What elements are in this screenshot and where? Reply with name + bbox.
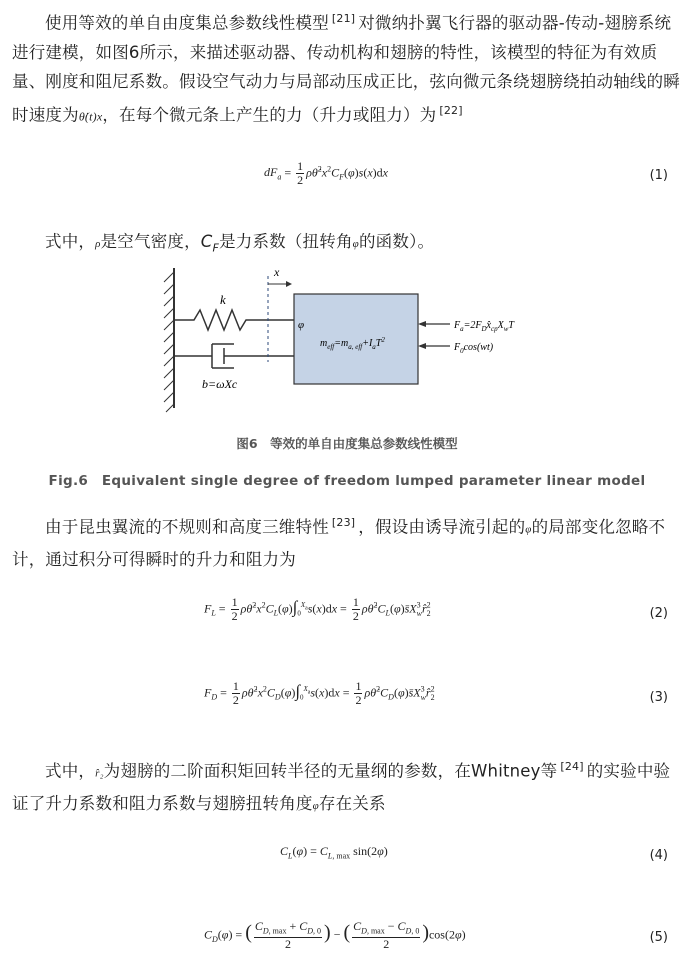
symbol: φ xyxy=(352,238,359,250)
paragraph-1 xyxy=(12,4,684,131)
text: 使用等效的单自由度集总参数线性模型 xyxy=(45,13,329,33)
figure-caption-en: Fig.6 Equivalent single degree of freedom lumped parameter linear model xyxy=(48,473,646,489)
text: ，在每个微元条上产生的力（升力或阻力）为 xyxy=(102,105,437,124)
equation-5: $C_D(\varphi)$ = ( $\frac{C_{D, max} + C_{D, 0}}{2}$ ) − ( $\frac{C_{D, max} - C_{D, 0}}{2}$ )cos(2φ) (5) xyxy=(204,919,668,952)
text: 对微纳扑翼飞行器的驱动器-传动-翅膀系统进行建模，如图6所示，来描述驱动器、传动机构和翅膀的特性，该模型的特征为有效质量、刚度和阻尼系数。假设空气动力与局部动压成正比，弦向微元条绕翅膀绕拍动轴线的瞬时速度为 xyxy=(12,13,680,124)
equation-number: (5) xyxy=(649,930,668,945)
equation-number: (4) xyxy=(649,848,668,863)
text: 的实验中验证了升力系数和阻力系数与翅膀扭转角度 xyxy=(12,761,671,813)
x-label: x xyxy=(274,265,280,279)
eq1-lhs: $dF_a$ xyxy=(264,165,282,182)
paragraph-3 xyxy=(12,508,684,574)
citation: [24] xyxy=(560,760,584,773)
text: 式中， xyxy=(45,761,96,781)
damper-label: b=ωXc xyxy=(202,377,238,391)
citation: [23] xyxy=(331,516,356,529)
text: 由于昆虫翼流的不规则和高度三维特性 xyxy=(45,517,329,537)
symbol: ρ xyxy=(95,238,101,250)
text: 存在关系 xyxy=(318,793,386,813)
equation-4: $C_L(\varphi) = C_{L, max}$ sin(2φ) (4) xyxy=(280,844,668,863)
text: 是空气密度， xyxy=(100,232,201,251)
figure-caption-cn: 图6 等效的单自由度集总参数线性模型 xyxy=(236,436,458,451)
symbol: r̂₂ xyxy=(95,767,104,780)
symbol: φ xyxy=(525,523,532,536)
damper xyxy=(174,344,294,368)
force-arrowhead-2 xyxy=(418,343,426,349)
symbol: θ̇(t)x xyxy=(78,109,103,123)
equation-2: $F_L$ = $\frac{1}{2}$ $\rho\thetȧ^2x^2C_L(\varphi)\int_0^{X_a}s(x)dx$ = $\frac{1}{2}$ $\rho\thetȧ^2C_L(\varphi)s̄X^3_wr̂^2_2$ (2) xyxy=(204,595,668,623)
equation-number: (1) xyxy=(649,168,668,183)
text: 是力系数（扭转角 xyxy=(219,232,353,251)
mass-block xyxy=(294,294,418,384)
equation-number: (3) xyxy=(649,690,668,705)
equation-1: $dF_a$ = $\frac{1}{2}$ $\rho\thetȧ^2x^2C_F(\varphi)s(x)dx$ (1) xyxy=(264,159,668,187)
text: ，假设由诱导流引起的 xyxy=(358,517,526,537)
spring-label: k xyxy=(220,292,226,307)
force-label-1: $F_a=2F_Dx̂_{cp}X_wT$ xyxy=(454,320,514,333)
wall-hatching xyxy=(164,272,174,412)
force-label-2: $F_0\cos(wt)$ xyxy=(454,342,494,355)
text: 的局部变化忽略不计，通过积分可得瞬时的升力和阻力为 xyxy=(12,517,666,569)
figure-6-diagram xyxy=(150,262,550,416)
symbol: F xyxy=(212,241,220,255)
paragraph-2 xyxy=(12,227,684,262)
mass-label: $m_{eff}=m_{a, eff}+I_aT^2$ xyxy=(320,336,385,351)
spring xyxy=(174,310,294,330)
citation: [22] xyxy=(439,103,463,117)
phi-label: φ xyxy=(298,319,305,331)
text: 为翅膀的二阶面积矩回转半径的无量纲的参数，在Whitney等 xyxy=(103,761,558,781)
paragraph-4 xyxy=(12,752,684,821)
equation-3: $F_D$ = $\frac{1}{2}$ $\rho\thetȧ^2x^2C_D(\varphi)\int_0^{X_a}s(x)dx$ = $\frac{1}{2}$ $\rho\thetȧ^2C_D(\varphi)s̄X^3_wr̂^2_2$ (3) xyxy=(204,679,668,707)
equation-number: (2) xyxy=(649,606,668,621)
symbol: C xyxy=(200,232,213,251)
text: 的函数）。 xyxy=(358,232,435,251)
text: 式中， xyxy=(45,232,96,251)
force-arrowhead-1 xyxy=(418,321,426,327)
symbol: φ xyxy=(312,799,319,812)
x-arrowhead xyxy=(286,281,292,287)
citation: [21] xyxy=(331,12,356,25)
